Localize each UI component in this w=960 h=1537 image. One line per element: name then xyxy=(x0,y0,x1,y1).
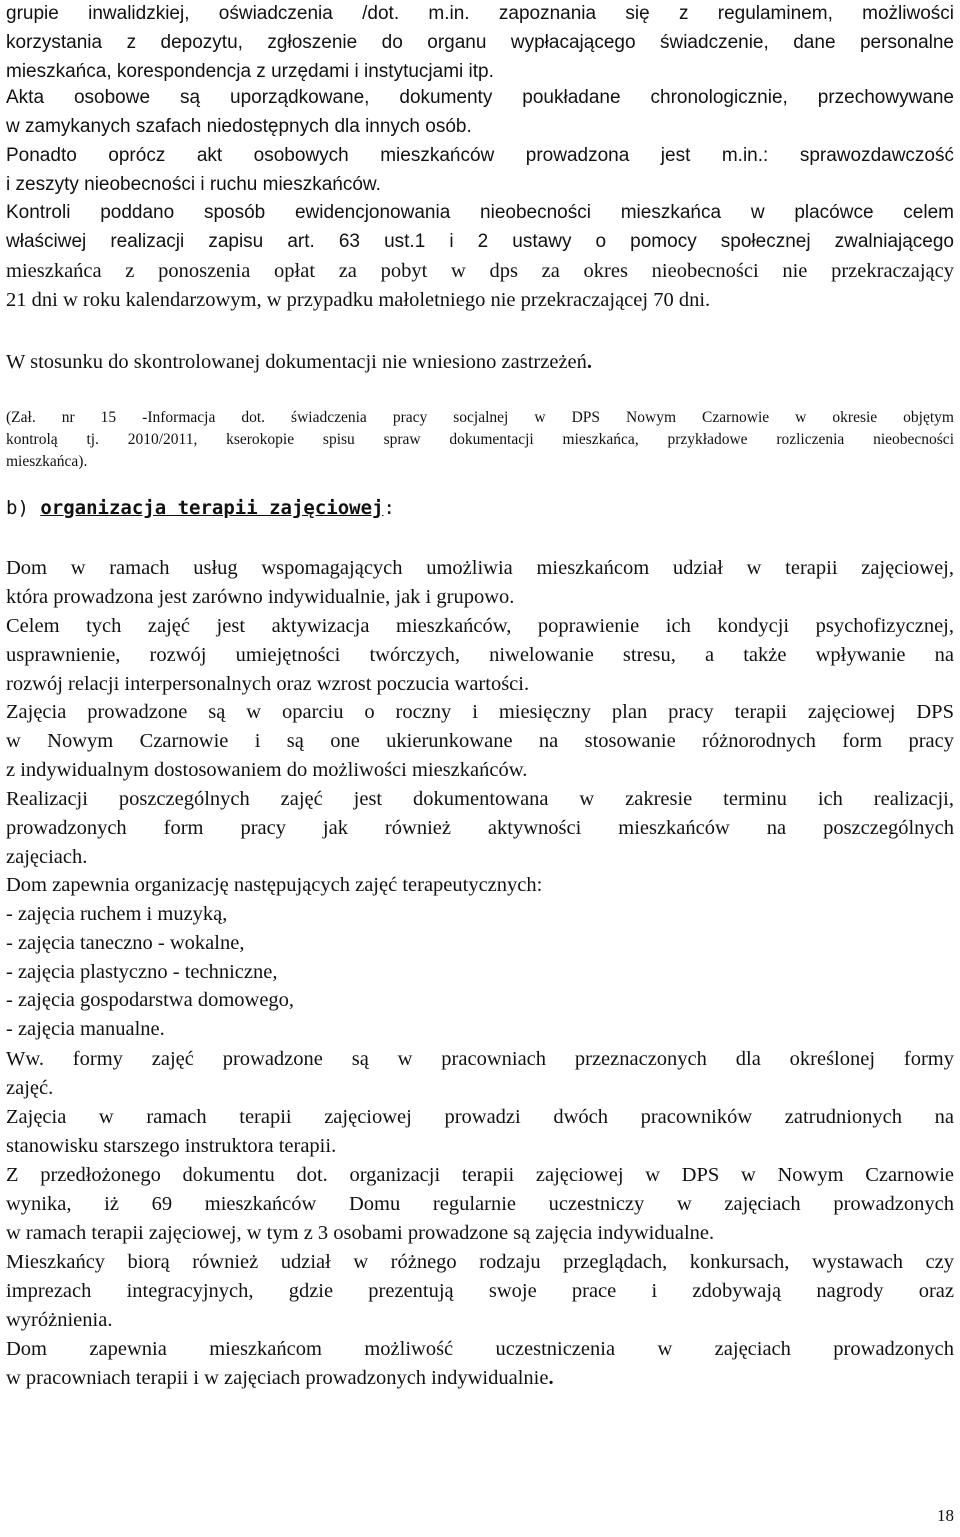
paragraph-z-przedlozonego xyxy=(6,1161,954,1247)
text-line: grupie inwalidzkiej, oświadczenia /dot. m.in. zapoznania się z regulaminem, możliwości xyxy=(6,3,954,24)
text-line: w ramach terapii zajęciowej, w tym z 3 osobami prowadzone są zajęcia indywidualne. xyxy=(6,1221,715,1244)
text-line: Dom w ramach usług wspomagających umożliwia mieszkańcom udział w terapii zajęciowej, xyxy=(6,557,954,579)
text-line: Zajęcia prowadzone są w oparciu o roczny i miesięczny plan pracy terapii zajęciowej DPS xyxy=(6,701,954,723)
text-line: Kontroli poddano sposób ewidencjonowania nieobecności mieszkańca w placówce celem xyxy=(6,202,954,223)
paragraph-kontroli-cont xyxy=(6,228,954,314)
text-line: Ponadto oprócz akt osobowych mieszkańców prowadzona jest m.in.: sprawozdawczość xyxy=(6,145,954,166)
text-line: mieszkańca, korespondencja z urzędami i instytucjami itp. xyxy=(6,60,494,82)
line-text: w pracowniach terapii i w zajęciach prowadzonych indywidualnie xyxy=(6,1366,549,1389)
paragraph-zajecia-prowadzone xyxy=(6,698,954,784)
list-item: - zajęcia taneczno - wokalne, xyxy=(6,931,245,954)
text-line: 21 dni w roku kalendarzowym, w przypadku małoletniego nie przekraczającej 70 dni. xyxy=(6,288,711,311)
text-line: Celem tych zajęć jest aktywizacja mieszkańców, poprawienie ich kondycji psychofizycznej, xyxy=(6,615,954,637)
text-line: Z przedłożonego dokumentu dot. organizacji terapii zajęciowej w DPS w Nowym Czarnowie xyxy=(6,1164,954,1186)
paragraph-dom-ramach xyxy=(6,554,954,612)
text-line: Dom zapewnia organizację następujących zajęć terapeutycznych: xyxy=(6,874,543,896)
paragraph-zastrzezen xyxy=(6,348,954,377)
zastrzezen-dot: . xyxy=(586,351,593,373)
paragraph-kontroli xyxy=(6,199,954,228)
text-line: Ww. formy zajęć prowadzone są w pracowniach przeznaczonych dla określonej formy xyxy=(6,1048,954,1070)
text-line: mieszkańca). xyxy=(6,453,88,470)
text-line: usprawnienie, rozwój umiejętności twórczych, niwelowanie stresu, a także wpływanie na xyxy=(6,643,954,666)
therapy-list xyxy=(6,900,954,1044)
text-line: Mieszkańcy biorą również udział w różnego rodzaju przeglądach, konkursach, wystawach czy xyxy=(6,1251,954,1273)
text-line: (Zał. nr 15 -Informacja dot. świadczenia pracy socjalnej w DPS Nowym Czarnowie w okresie objętym xyxy=(6,409,954,426)
paragraph-zajecia-ramach xyxy=(6,1103,954,1161)
text-line: i zeszyty nieobecności i ruchu mieszkańców. xyxy=(6,173,381,195)
text-line: wyróżnienia. xyxy=(6,1308,113,1331)
paragraph-dom-zapewnia-ucz xyxy=(6,1335,954,1393)
text-line: Dom zapewnia mieszkańcom możliwość uczestniczenia w zajęciach prowadzonych xyxy=(6,1338,954,1360)
paragraph-ww-formy xyxy=(6,1045,954,1103)
text-line: Akta osobowe są uporządkowane, dokumenty poukładane chronologicznie, przechowywane xyxy=(6,87,954,108)
zastrzezen-text: W stosunku do skontrolowanej dokumentacji nie wniesiono zastrzeżeń xyxy=(6,351,587,373)
text-line: mieszkańca z ponoszenia opłat za pobyt w dps za okres nieobecności nie przekraczający xyxy=(6,259,954,282)
text-line: wynika, iż 69 mieszkańców Domu regularnie uczestniczy w zajęciach prowadzonych xyxy=(6,1192,954,1215)
text-line: właściwej realizacji zapisu art. 63 ust.1 i 2 ustawy o pomocy społecznej zwalniającego xyxy=(6,231,954,252)
text-line: rozwój relacji interpersonalnych oraz wzrost poczucia wartości. xyxy=(6,672,530,695)
paragraph-mieszkancy-biora xyxy=(6,1248,954,1334)
text-line: prowadzonych form pracy jak również aktywności mieszkańców na poszczególnych xyxy=(6,816,954,839)
heading-title: organizacja terapii zajęciowej xyxy=(40,497,384,519)
text-line: w Nowym Czarnowie i są one ukierunkowane na stosowanie różnorodnych form pracy xyxy=(6,729,954,752)
text-line: stanowisku starszego instruktora terapii. xyxy=(6,1134,337,1157)
list-item: - zajęcia ruchem i muzyką, xyxy=(6,903,228,925)
paragraph-akta xyxy=(6,84,954,142)
text-line: z indywidualnym dostosowaniem do możliwości mieszkańców. xyxy=(6,758,528,781)
paragraph-celem xyxy=(6,612,954,698)
text-line: korzystania z depozytu, zgłoszenie do organu wypłacającego świadczenie, dane personalne xyxy=(6,31,954,53)
section-heading xyxy=(6,494,954,523)
text-line xyxy=(6,1364,954,1393)
list-item: - zajęcia plastyczno - techniczne, xyxy=(6,960,278,983)
paragraph-realizacji xyxy=(6,785,954,871)
heading-prefix: b) xyxy=(6,497,41,519)
text-line: zajęć. xyxy=(6,1076,54,1099)
list-item: - zajęcia gospodarstwa domowego, xyxy=(6,989,295,1012)
paragraph-ponadto xyxy=(6,142,954,200)
paragraph-dom-zapewnia-org xyxy=(6,871,954,900)
text-line: która prowadzona jest zarówno indywidualnie, jak i grupowo. xyxy=(6,585,515,608)
text-line: Zajęcia w ramach terapii zajęciowej prowadzi dwóch pracowników zatrudnionych na xyxy=(6,1106,954,1128)
text-line: Realizacji poszczególnych zajęć jest dokumentowana w zakresie terminu ich realizacji, xyxy=(6,788,954,810)
line-dot: . xyxy=(548,1366,554,1389)
page-number: 18 xyxy=(937,1506,954,1525)
paragraph-intro xyxy=(6,0,954,86)
paragraph-zalacznik xyxy=(6,407,954,473)
text-line: kontrolą tj. 2010/2011, kserokopie spisu spraw dokumentacji mieszkańca, przykładowe rozliczenia nieobecności xyxy=(6,431,954,448)
text-line: imprezach integracyjnych, gdzie prezentują swoje prace i zdobywają nagrody oraz xyxy=(6,1279,954,1302)
heading-suffix: : xyxy=(383,497,395,519)
text-line: w zamykanych szafach niedostępnych dla innych osób. xyxy=(6,115,472,137)
text-line xyxy=(6,348,954,377)
list-item: - zajęcia manualne. xyxy=(6,1018,165,1041)
text-line: zajęciach. xyxy=(6,845,88,868)
